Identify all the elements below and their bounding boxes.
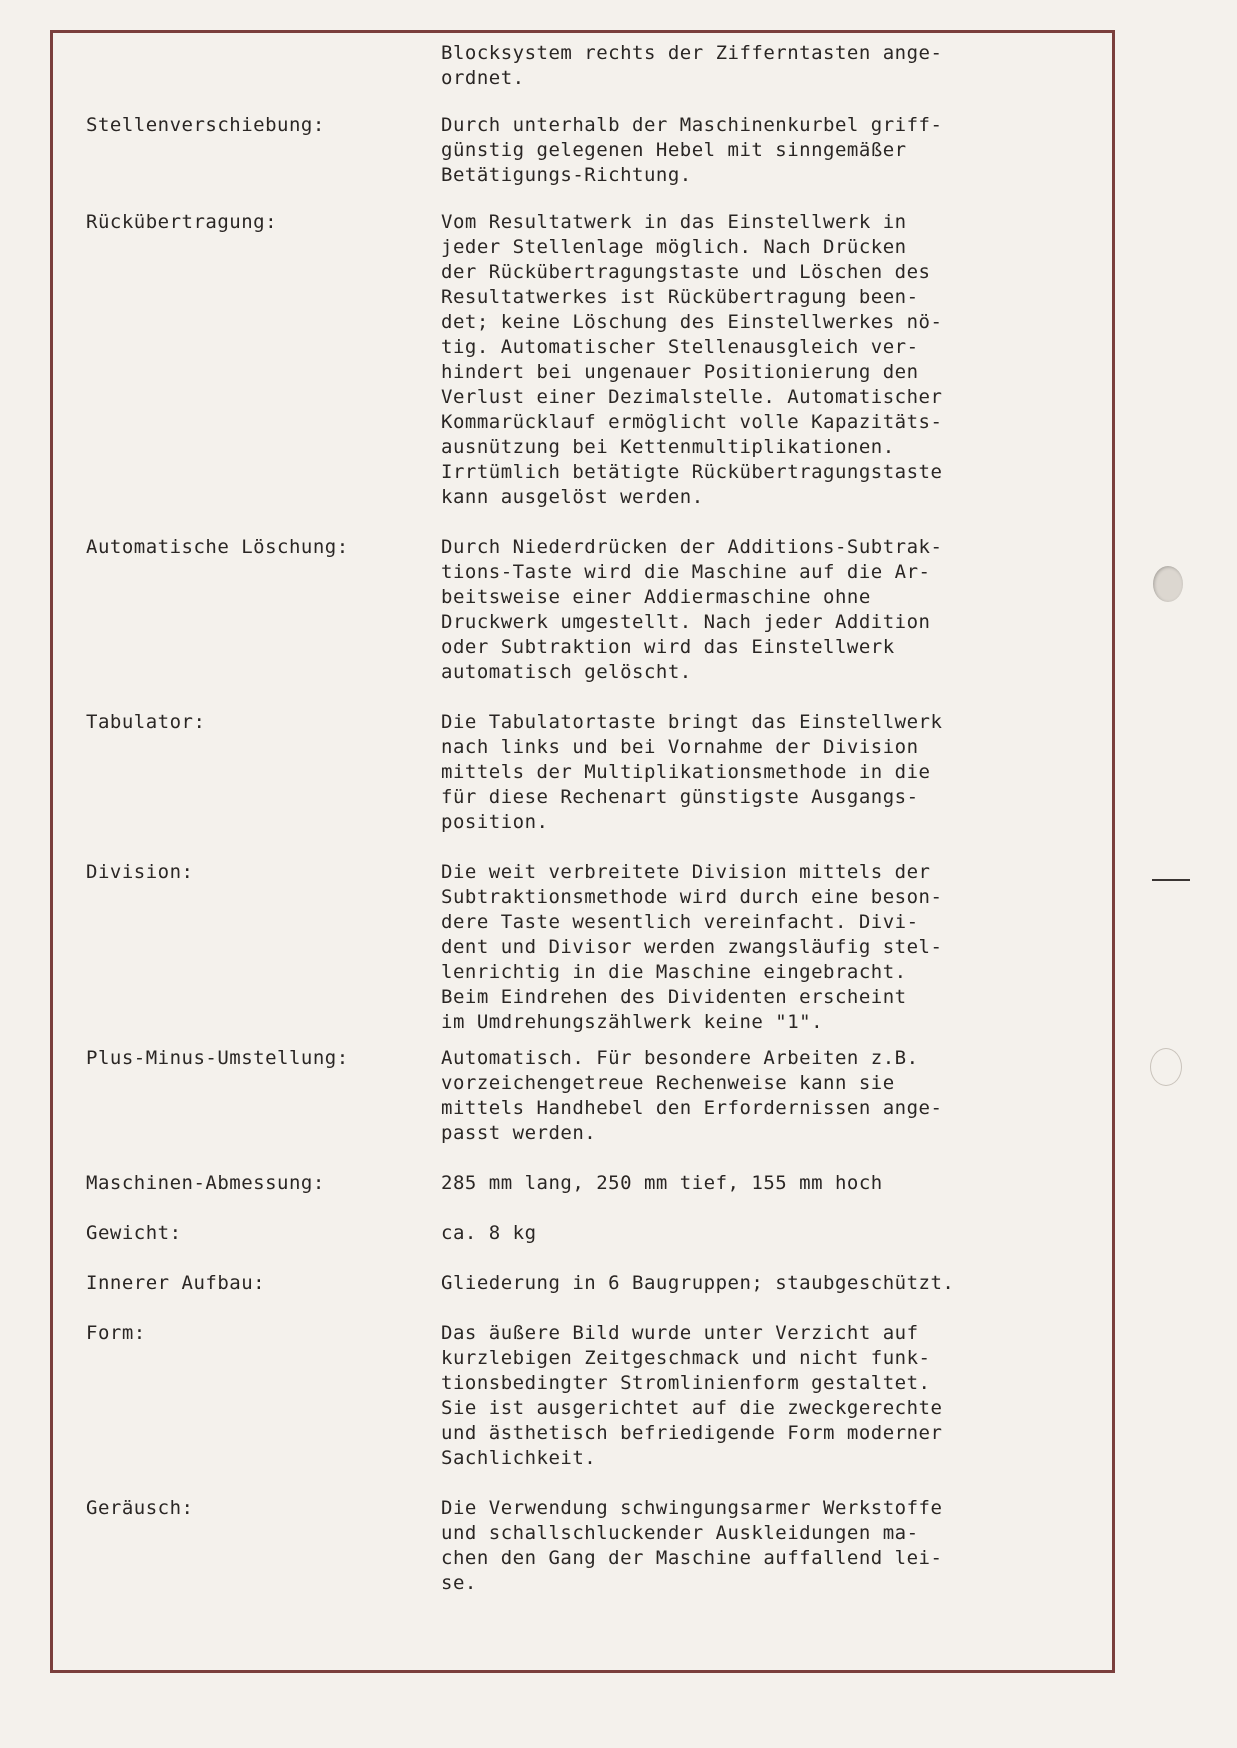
spec-label: Innerer Aufbau: <box>86 1272 266 1294</box>
spec-row-innerer-aufbau <box>86 1271 1096 1296</box>
punch-hole-bottom <box>1150 1048 1182 1086</box>
spec-value: ca. 8 kg <box>441 1222 537 1244</box>
spec-value: Durch Niederdrücken der Additions-Subtrak- tions-Taste wird die Maschine auf die Ar- beitsweise einer Addiermaschine ohne Druckwerk umgestellt. Nach jeder Addition oder Subtraktion wird das Einstellwerk automatisch gelöscht. <box>441 536 943 683</box>
page-frame <box>50 30 1115 1673</box>
punch-hole-top <box>1153 566 1183 602</box>
spec-value: Gliederung in 6 Baugruppen; staubgeschützt. <box>441 1272 955 1294</box>
margin-mark <box>1152 879 1190 881</box>
spec-value: Blocksystem rechts der Zifferntasten ange- ordnet. <box>441 42 943 89</box>
spec-label: Tabulator: <box>86 711 206 733</box>
spec-row-maschinen-abmessung <box>86 1171 1096 1196</box>
spec-label: Division: <box>86 861 194 883</box>
spec-label: Plus-Minus-Umstellung: <box>86 1047 349 1069</box>
spec-row-blocksystem <box>86 41 1096 91</box>
spec-row-gewicht <box>86 1221 1096 1246</box>
spec-value: Vom Resultatwerk in das Einstellwerk in jeder Stellenlage möglich. Nach Drücken der Rückübertragungstaste und Löschen des Resultatwerkes ist Rückübertragung been- det; keine Löschung des Einstellwerkes nö- tig. Automatischer Stellenausgleich ver- hindert bei ungenauer Positionierung den Verlust einer Dezimalstelle. Automatischer Kommarücklauf ermöglicht volle Kapazitäts- ausnützung bei Kettenmultiplikationen. Irrtümlich betätigte Rückübertragungstaste kann ausgelöst werden. <box>441 211 943 508</box>
spec-label: Form: <box>86 1322 146 1344</box>
spec-label: Automatische Löschung: <box>86 536 349 558</box>
spec-label: Gewicht: <box>86 1222 182 1244</box>
spec-value: Durch unterhalb der Maschinenkurbel griff- günstig gelegenen Hebel mit sinngemäßer Betätigungs-Richtung. <box>441 114 943 186</box>
spec-value: Die Tabulatortaste bringt das Einstellwerk nach links und bei Vornahme der Division mittels der Multiplikationsmethode in die für diese Rechenart günstigste Ausgangs- position. <box>441 711 943 833</box>
spec-label: Stellenverschiebung: <box>86 114 325 136</box>
spec-row-rueckuebertragung <box>86 210 1096 510</box>
spec-table <box>86 41 1096 1621</box>
spec-value: 285 mm lang, 250 mm tief, 155 mm hoch <box>441 1172 883 1194</box>
spec-row-geraeusch <box>86 1496 1096 1596</box>
spec-row-plus-minus-umstellung <box>86 1046 1096 1146</box>
spec-row-tabulator <box>86 710 1096 835</box>
spec-row-stellenverschiebung <box>86 113 1096 188</box>
spec-label: Rückübertragung: <box>86 211 278 233</box>
spec-value: Die weit verbreitete Division mittels der Subtraktionsmethode wird durch eine beson- dere Taste wesentlich vereinfacht. Divi- dent und Divisor werden zwangsläufig stel- lenrichtig in die Maschine eingebracht. Beim Eindrehen des Dividenten erscheint im Umdrehungszählwerk keine "1". <box>441 861 943 1033</box>
spec-label: Maschinen-Abmessung: <box>86 1172 325 1194</box>
spec-value: Automatisch. Für besondere Arbeiten z.B. vorzeichengetreue Rechenweise kann sie mittels Handhebel den Erfordernissen ange- passt werden. <box>441 1047 943 1144</box>
spec-row-form <box>86 1321 1096 1471</box>
spec-value: Das äußere Bild wurde unter Verzicht auf kurzlebigen Zeitgeschmack und nicht funk- tionsbedingter Stromlinienform gestaltet. Sie ist ausgerichtet auf die zweckgerechte und ästhetisch befriedigende Form moderner Sachlichkeit. <box>441 1322 943 1469</box>
spec-row-automatische-loeschung <box>86 535 1096 685</box>
spec-label: Geräusch: <box>86 1497 194 1519</box>
spec-value: Die Verwendung schwingungsarmer Werkstoffe und schallschluckender Auskleidungen ma- chen den Gang der Maschine auffallend lei- se. <box>441 1497 943 1594</box>
spec-row-division <box>86 860 1096 1035</box>
